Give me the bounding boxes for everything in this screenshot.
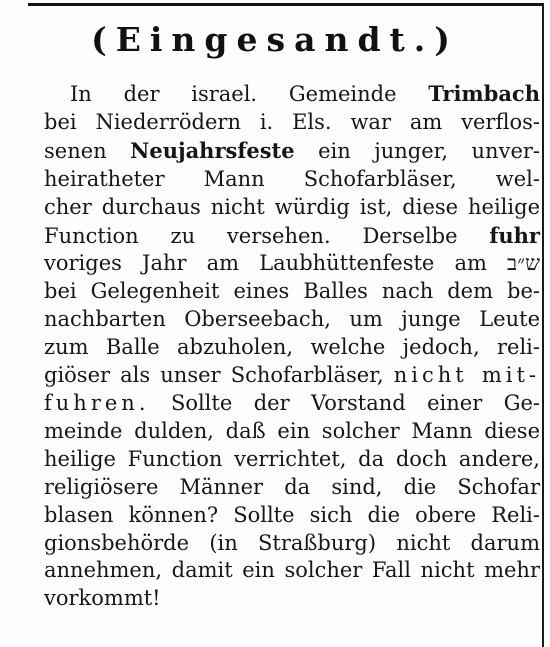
article-body	[44, 80, 540, 613]
text-line-15: religiösere Männer da sind, die Schofar	[44, 474, 540, 499]
text-line-10: zum Balle abzuholen, welche jedoch, reli-	[44, 335, 540, 360]
text-line-2: bei Niederrödern i. Els. war am verflos-	[44, 109, 540, 134]
text-line-9: nachbarten Oberseebach, um junge Leute	[44, 307, 540, 332]
text-line-11: giöser als unser Schofarbläser, nicht mit-	[44, 363, 540, 388]
term-nicht-mit: nicht mit-	[393, 363, 540, 388]
text-line-14: heilige Function verrichtet, da doch andere,	[44, 446, 540, 471]
term-fuhr: fuhr	[489, 222, 540, 248]
text-line-7: voriges Jahr am Laubhüttenfeste am ש״ב	[44, 251, 540, 276]
text-line-1: In der israel. Gemeinde Trimbach	[70, 81, 540, 106]
text-line-13: meinde dulden, daß ein solcher Mann diese	[44, 418, 540, 443]
text-line-18: annehmen, damit ein solcher Fall nicht mehr	[44, 558, 540, 583]
term-fuhren: fuhren.	[44, 390, 150, 415]
term-neujahrsfeste: Neujahrsfeste	[130, 137, 295, 163]
place-name-trimbach: Trimbach	[428, 81, 540, 106]
text-line-12: fuhren. Sollte der Vorstand einer Ge-	[44, 390, 540, 415]
top-rule	[28, 3, 544, 6]
text-line-17: gionsbehörde (in Straßburg) nicht darum	[44, 530, 540, 555]
text-line-16: blasen können? Sollte sich die obere Reli-	[44, 502, 540, 527]
text-line-4: heiratheter Mann Schofarbläser, wel-	[44, 166, 540, 191]
article-headline: (Eingesandt.)	[91, 20, 459, 59]
text-line-3: senen Neujahrsfeste ein junger, unver-	[44, 137, 541, 163]
column-rule	[542, 3, 544, 647]
text-line-5: cher durchaus nicht würdig ist, diese heilige	[44, 194, 540, 219]
text-line-8: bei Gelegenheit eines Balles nach dem be-	[44, 279, 540, 304]
text-line-19: vorkommt!	[44, 586, 161, 611]
text-line-6: Function zu versehen. Derselbe fuhr	[44, 222, 540, 248]
